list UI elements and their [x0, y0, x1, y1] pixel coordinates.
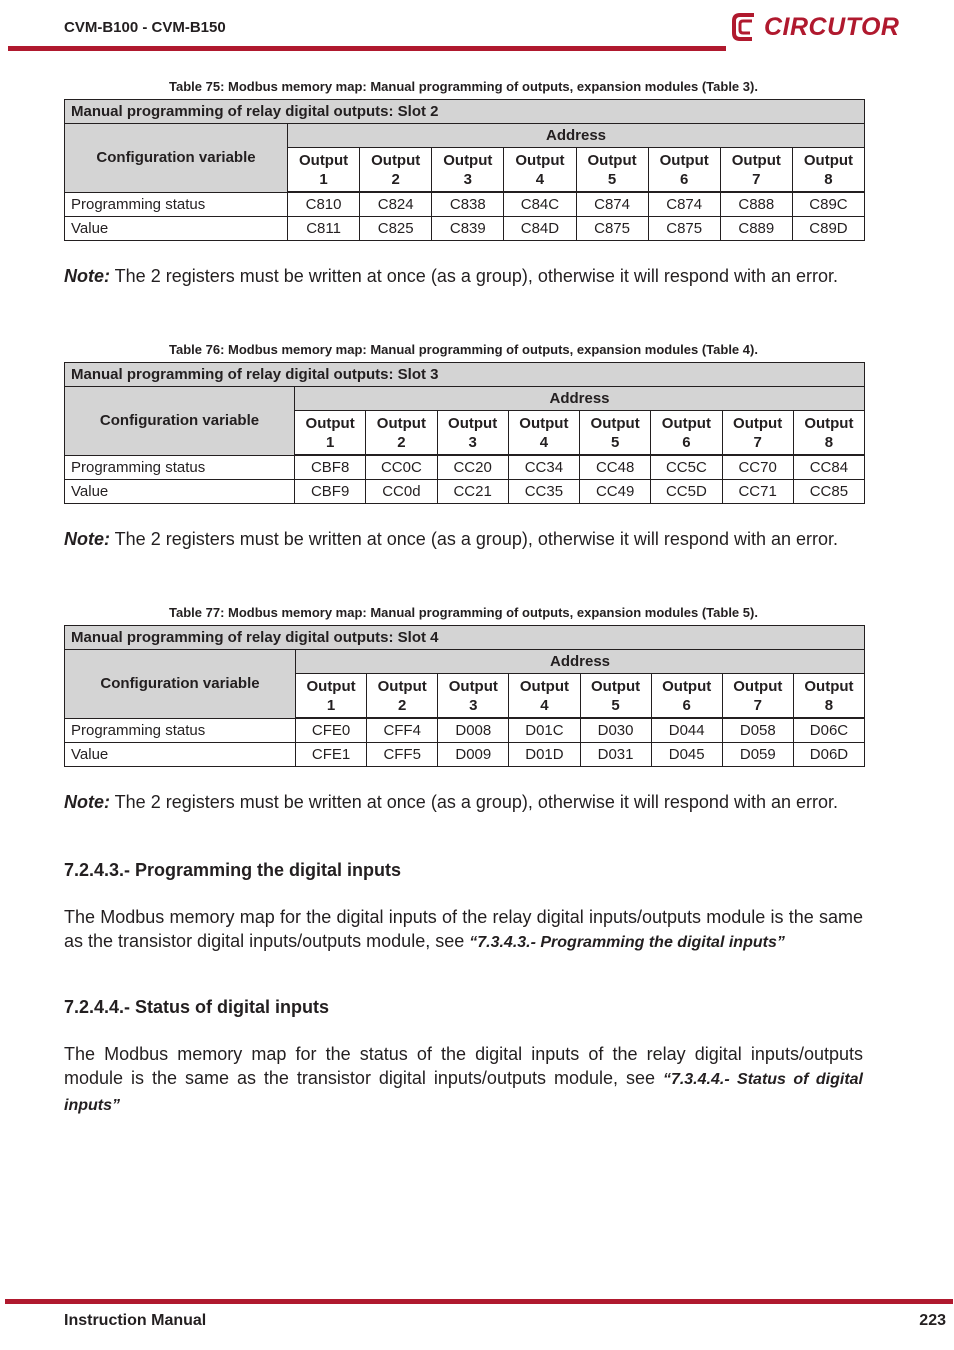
output-number: 6 [680, 170, 689, 188]
address-cell: D01C [509, 718, 580, 743]
section-paragraph [64, 1042, 863, 1118]
note-label: Note: [64, 792, 110, 812]
address-cell: D030 [580, 718, 651, 743]
output-number: 1 [325, 433, 335, 451]
table-row [65, 480, 865, 504]
output-label: Output [803, 151, 854, 169]
address-cell: CFE1 [296, 743, 367, 767]
table-header-row [65, 124, 865, 148]
output-label: Output [519, 677, 570, 695]
output-number: 4 [540, 696, 549, 714]
note-text: The 2 registers must be written at once (as a group), otherwise it will respond with an error. [110, 792, 838, 812]
output-label: Output [659, 151, 709, 169]
address-cell: CFF5 [367, 743, 438, 767]
output-number: 1 [326, 696, 336, 714]
section-heading: 7.2.4.3.- Programming the digital inputs [64, 860, 402, 880]
output-number: 2 [397, 433, 406, 451]
row-label: Value [65, 743, 296, 767]
configuration-variable-header: Configuration variable [65, 124, 288, 193]
address-cell: CC84 [793, 455, 864, 480]
slot-title: Manual programming of relay digital outputs: Slot 2 [65, 100, 865, 124]
address-header: Address [288, 124, 865, 148]
output-column-header [504, 148, 576, 193]
modbus-table-slot-3 [64, 362, 865, 504]
output-label: Output [448, 414, 498, 432]
output-number: 5 [610, 433, 620, 451]
address-cell: D009 [438, 743, 509, 767]
address-cell: CFF4 [367, 718, 438, 743]
row-label: Programming status [65, 718, 296, 743]
output-number: 1 [319, 170, 328, 188]
address-header: Address [296, 650, 865, 674]
output-column-header [648, 148, 720, 193]
address-cell: C89D [792, 217, 864, 241]
output-number: 5 [611, 696, 620, 714]
output-column-header [288, 148, 360, 193]
output-column-header [793, 674, 864, 719]
note [64, 528, 863, 551]
output-number: 8 [824, 433, 834, 451]
table-row [65, 718, 865, 743]
table-row [65, 217, 865, 241]
note-label: Note: [64, 529, 110, 549]
output-column-header [576, 148, 648, 193]
output-label: Output [306, 677, 356, 695]
address-cell: D031 [580, 743, 651, 767]
address-cell: CC34 [508, 455, 579, 480]
output-label: Output [661, 414, 711, 432]
address-cell: C838 [432, 192, 504, 217]
address-cell: CBF9 [295, 480, 366, 504]
table-header-row [65, 650, 865, 674]
address-cell: C875 [648, 217, 720, 241]
paragraph-text: The Modbus memory map for the status of the digital inputs of the relay digital inputs/outputs module is the same as the transistor digital inputs/outputs module, see [64, 1044, 863, 1088]
address-cell: C874 [576, 192, 648, 217]
address-cell: D06C [793, 718, 864, 743]
table-caption: Table 77: Modbus memory map: Manual programming of outputs, expansion modules (Table 5). [169, 605, 758, 620]
table-title-row [65, 363, 865, 387]
section-paragraph [64, 905, 863, 955]
brand-name: CIRCUTOR [764, 12, 900, 41]
output-label: Output [662, 677, 712, 695]
address-cell: CC0d [366, 480, 437, 504]
output-column-header [296, 674, 367, 719]
paragraph-text: The Modbus memory map for the digital inputs of the relay digital inputs/outputs module is the same as the transistor digital inputs/outputs module, see [64, 907, 863, 951]
address-cell: D044 [651, 718, 722, 743]
cross-reference-link[interactable]: “7.3.4.3.- Programming the digital inputs” [469, 934, 785, 951]
table-header-row [65, 387, 865, 411]
address-cell: D045 [651, 743, 722, 767]
configuration-variable-header: Configuration variable [65, 650, 296, 719]
section-heading: 7.2.4.4.- Status of digital inputs [64, 997, 330, 1017]
table-row [65, 455, 865, 480]
output-label: Output [590, 414, 640, 432]
address-cell: CFE0 [296, 718, 367, 743]
slot-title: Manual programming of relay digital outputs: Slot 4 [65, 626, 865, 650]
output-column-header [367, 674, 438, 719]
output-column-header [651, 411, 722, 456]
output-label: Output [590, 677, 641, 695]
table-caption: Table 75: Modbus memory map: Manual programming of outputs, expansion modules (Table 3). [169, 79, 758, 94]
address-cell: CC49 [580, 480, 651, 504]
output-number: 4 [535, 170, 545, 188]
output-number: 7 [752, 170, 761, 188]
configuration-variable-header: Configuration variable [65, 387, 295, 456]
output-label: Output [305, 414, 355, 432]
address-cell: CC85 [793, 480, 864, 504]
address-cell: C825 [360, 217, 432, 241]
output-label: Output [298, 151, 349, 169]
address-cell: C839 [432, 217, 504, 241]
address-cell: CC0C [366, 455, 437, 480]
page-number: 223 [919, 1312, 946, 1329]
document-title: CVM-B100 - CVM-B150 [64, 19, 226, 36]
address-cell: D01D [509, 743, 580, 767]
table-row [65, 743, 865, 767]
address-cell: C89C [792, 192, 864, 217]
note-text: The 2 registers must be written at once (as a group), otherwise it will respond with an error. [110, 529, 838, 549]
output-label: Output [587, 151, 637, 169]
address-cell: CBF8 [295, 455, 366, 480]
table-row [65, 192, 865, 217]
output-label: Output [377, 677, 427, 695]
address-header: Address [295, 387, 865, 411]
output-column-header [438, 674, 509, 719]
cross-reference-link[interactable]: “7.3.4.4.- Status of digital inputs” [64, 1071, 863, 1114]
output-column-header [651, 674, 722, 719]
output-column-header [722, 674, 793, 719]
note [64, 265, 863, 288]
output-number: 7 [753, 696, 762, 714]
output-label: Output [371, 151, 421, 169]
output-column-header [437, 411, 508, 456]
address-cell: C888 [720, 192, 792, 217]
output-label: Output [519, 414, 569, 432]
output-label: Output [448, 677, 498, 695]
note [64, 791, 863, 814]
address-cell: C824 [360, 192, 432, 217]
footer-rule [5, 1299, 953, 1304]
output-label: Output [376, 414, 426, 432]
output-column-header [580, 411, 651, 456]
slot-title: Manual programming of relay digital outputs: Slot 3 [65, 363, 865, 387]
row-label: Value [65, 480, 295, 504]
output-number: 3 [468, 433, 477, 451]
address-cell: C875 [576, 217, 648, 241]
address-cell: C874 [648, 192, 720, 217]
note-label: Note: [64, 266, 110, 286]
row-label: Programming status [65, 455, 295, 480]
address-cell: CC21 [437, 480, 508, 504]
output-label: Output [804, 677, 854, 695]
output-number: 2 [391, 170, 400, 188]
address-cell: C811 [288, 217, 360, 241]
address-cell: D059 [722, 743, 793, 767]
address-cell: CC70 [722, 455, 793, 480]
output-number: 5 [607, 170, 617, 188]
address-cell: CC20 [437, 455, 508, 480]
address-cell: C889 [720, 217, 792, 241]
output-label: Output [515, 151, 565, 169]
address-cell: CC71 [722, 480, 793, 504]
output-column-header [360, 148, 432, 193]
output-label: Output [731, 151, 781, 169]
output-number: 8 [824, 170, 833, 188]
modbus-table-slot-4 [64, 625, 865, 767]
circutor-logo-icon [730, 11, 760, 43]
address-cell: C810 [288, 192, 360, 217]
address-cell: D058 [722, 718, 793, 743]
row-label: Programming status [65, 192, 288, 217]
output-column-header [722, 411, 793, 456]
output-column-header [508, 411, 579, 456]
output-number: 4 [539, 433, 549, 451]
address-cell: CC48 [580, 455, 651, 480]
output-column-header [366, 411, 437, 456]
output-column-header [295, 411, 366, 456]
output-number: 6 [682, 696, 691, 714]
modbus-table-slot-2 [64, 99, 865, 241]
table-title-row [65, 100, 865, 124]
output-number: 3 [469, 696, 478, 714]
row-label: Value [65, 217, 288, 241]
address-cell: D008 [438, 718, 509, 743]
output-column-header [793, 411, 864, 456]
address-cell: C84C [504, 192, 576, 217]
address-cell: C84D [504, 217, 576, 241]
table-title-row [65, 626, 865, 650]
output-label: Output [733, 414, 783, 432]
output-number: 2 [398, 696, 407, 714]
output-column-header [720, 148, 792, 193]
output-number: 3 [463, 170, 472, 188]
header-rule [8, 46, 726, 51]
output-label: Output [443, 151, 493, 169]
output-label: Output [804, 414, 854, 432]
output-column-header [432, 148, 504, 193]
output-number: 7 [753, 433, 762, 451]
footer-manual-label: Instruction Manual [64, 1312, 207, 1329]
address-cell: D06D [793, 743, 864, 767]
note-text: The 2 registers must be written at once (as a group), otherwise it will respond with an error. [110, 266, 838, 286]
address-cell: CC35 [508, 480, 579, 504]
output-column-header [580, 674, 651, 719]
output-number: 6 [682, 433, 691, 451]
output-column-header [509, 674, 580, 719]
address-cell: CC5D [651, 480, 722, 504]
address-cell: CC5C [651, 455, 722, 480]
brand-logo [730, 8, 899, 46]
table-caption: Table 76: Modbus memory map: Manual programming of outputs, expansion modules (Table 4). [169, 342, 758, 357]
output-column-header [792, 148, 864, 193]
output-number: 8 [824, 696, 834, 714]
output-label: Output [733, 677, 783, 695]
